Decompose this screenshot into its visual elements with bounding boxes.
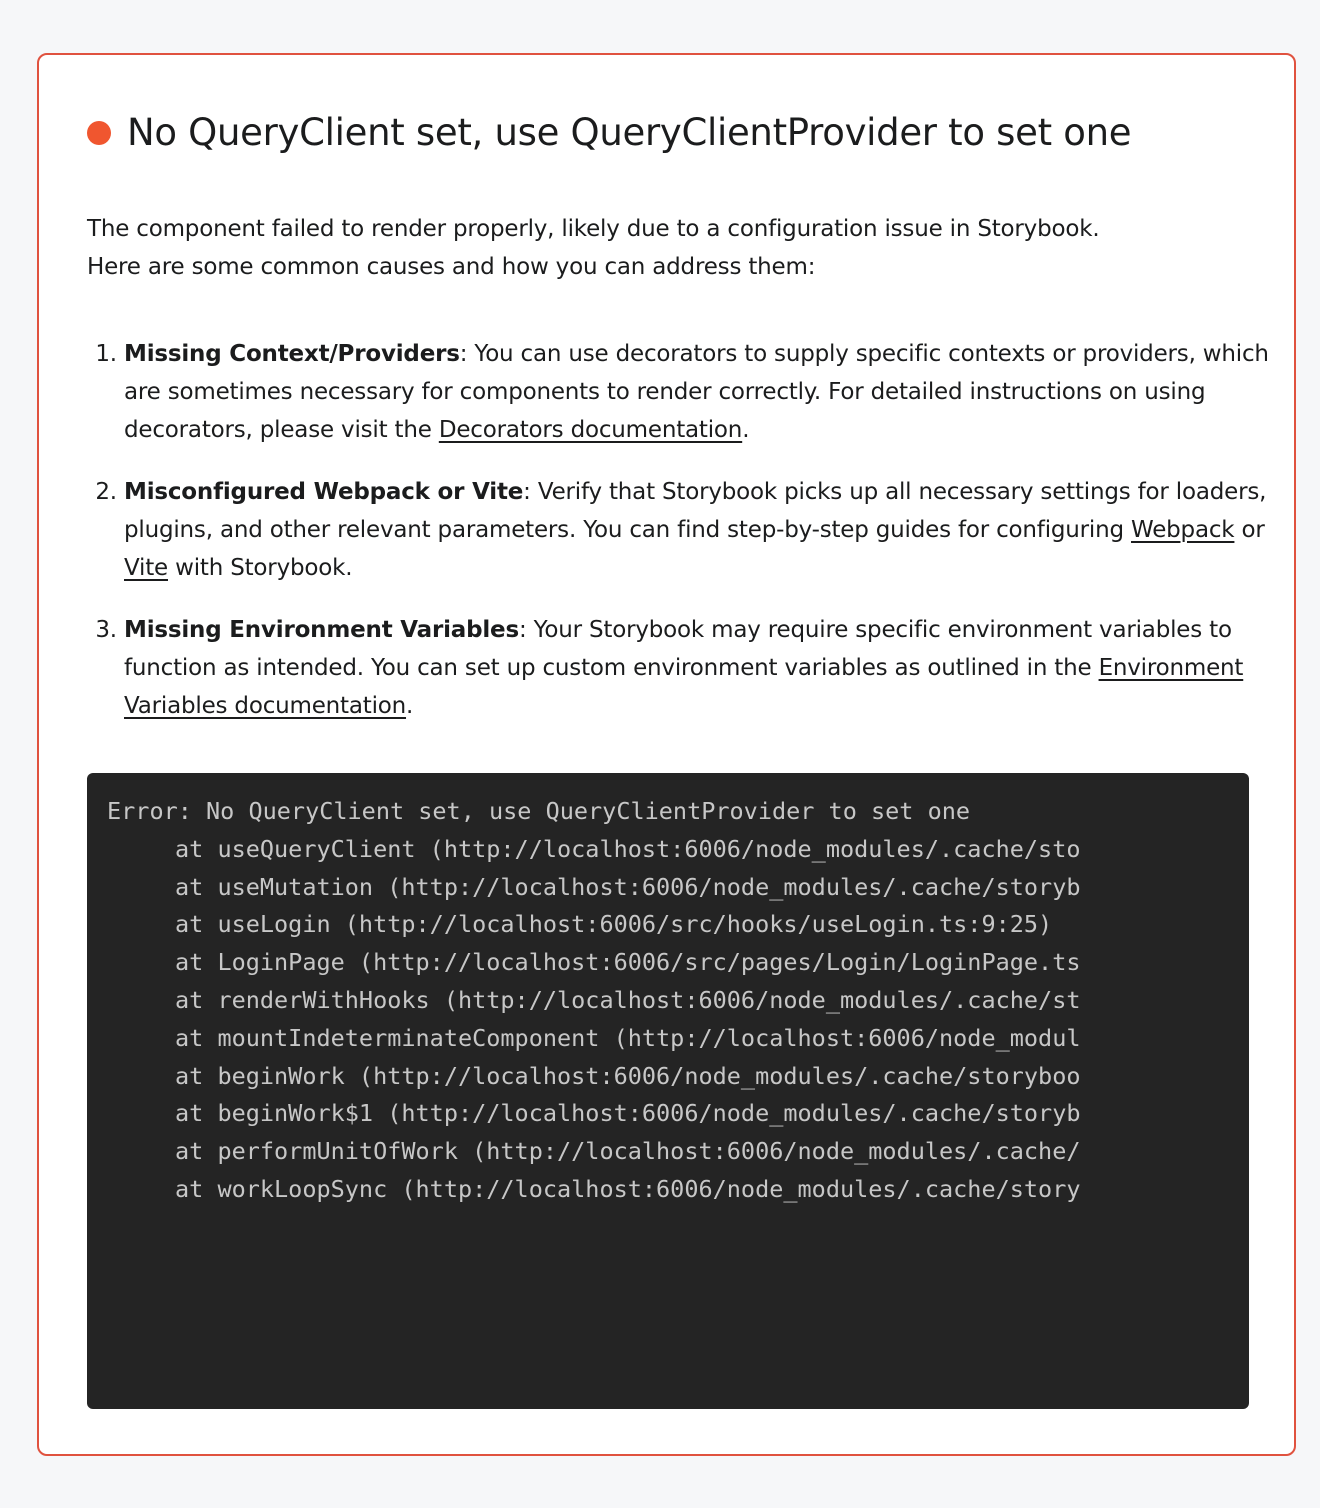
cause-text: : Your Storybook may require specific environment variables to function as intended. You can set up custom environment variables as outlined in the (124, 617, 1232, 681)
stack-frame: at useQueryClient (http://localhost:6006/node_modules/.cache/sto (175, 834, 1081, 863)
cause-text-end: with Storybook. (168, 555, 353, 581)
stack-frame: at beginWork (http://localhost:6006/node_modules/.cache/storyboo (175, 1061, 1081, 1090)
cause-text: : Verify that Storybook picks up all necessary settings for loaders, plugins, and other relevant parameters. You can find step-by-step guides for configuring (124, 479, 1267, 543)
error-status-dot-icon (87, 121, 111, 145)
intro-text (87, 210, 1247, 286)
cause-item-context (124, 335, 1294, 449)
decorators-docs-link[interactable]: Decorators documentation (438, 417, 743, 443)
cause-text-end: . (406, 693, 414, 719)
vite-docs-link[interactable]: Vite (124, 555, 168, 581)
stack-frame: at useLogin (http://localhost:6006/src/hooks/useLogin.ts:9:25) (175, 910, 1053, 939)
stack-frame: at workLoopSync (http://localhost:6006/node_modules/.cache/story (175, 1174, 1081, 1203)
error-panel (37, 53, 1296, 1456)
cause-heading: Missing Environment Variables (124, 617, 519, 643)
intro-line-1: The component failed to render properly, likely due to a configuration issue in Storybook. (87, 216, 1100, 242)
stack-trace (107, 793, 1249, 1209)
cause-heading: Missing Context/Providers (124, 341, 460, 367)
cause-heading: Misconfigured Webpack or Vite (124, 479, 524, 505)
env-vars-docs-link[interactable]: Environment Variables documentation (124, 655, 1244, 719)
stack-trace-block[interactable] (87, 773, 1249, 1409)
stack-frame: at LoginPage (http://localhost:6006/src/pages/Login/LoginPage.ts (175, 948, 1081, 977)
cause-item-env-vars (124, 611, 1294, 725)
cause-item-bundler (124, 473, 1294, 587)
cause-text-middle: or (1234, 517, 1265, 543)
stack-frame: at beginWork$1 (http://localhost:6006/node_modules/.cache/storyb (175, 1099, 1081, 1128)
stack-frame: at mountIndeterminateComponent (http://localhost:6006/node_modul (175, 1023, 1081, 1052)
stack-frame: at useMutation (http://localhost:6006/node_modules/.cache/storyb (175, 872, 1081, 901)
stack-frame: at renderWithHooks (http://localhost:6006/node_modules/.cache/st (175, 985, 1081, 1014)
intro-line-2: Here are some common causes and how you can address them: (87, 254, 816, 280)
cause-text-end: . (742, 417, 750, 443)
error-title: No QueryClient set, use QueryClientProvider to set one (127, 111, 1132, 154)
stack-frame: at performUnitOfWork (http://localhost:6006/node_modules/.cache/ (175, 1137, 1081, 1166)
causes-list (87, 335, 1294, 749)
stack-trace-header: Error: No QueryClient set, use QueryClientProvider to set one (107, 797, 971, 825)
cause-text: : You can use decorators to supply specific contexts or providers, which are sometimes necessary for components to render correctly. For detailed instructions on using decorators, please visit the (124, 341, 1269, 443)
error-header (87, 111, 1131, 155)
webpack-docs-link[interactable]: Webpack (1131, 517, 1235, 543)
